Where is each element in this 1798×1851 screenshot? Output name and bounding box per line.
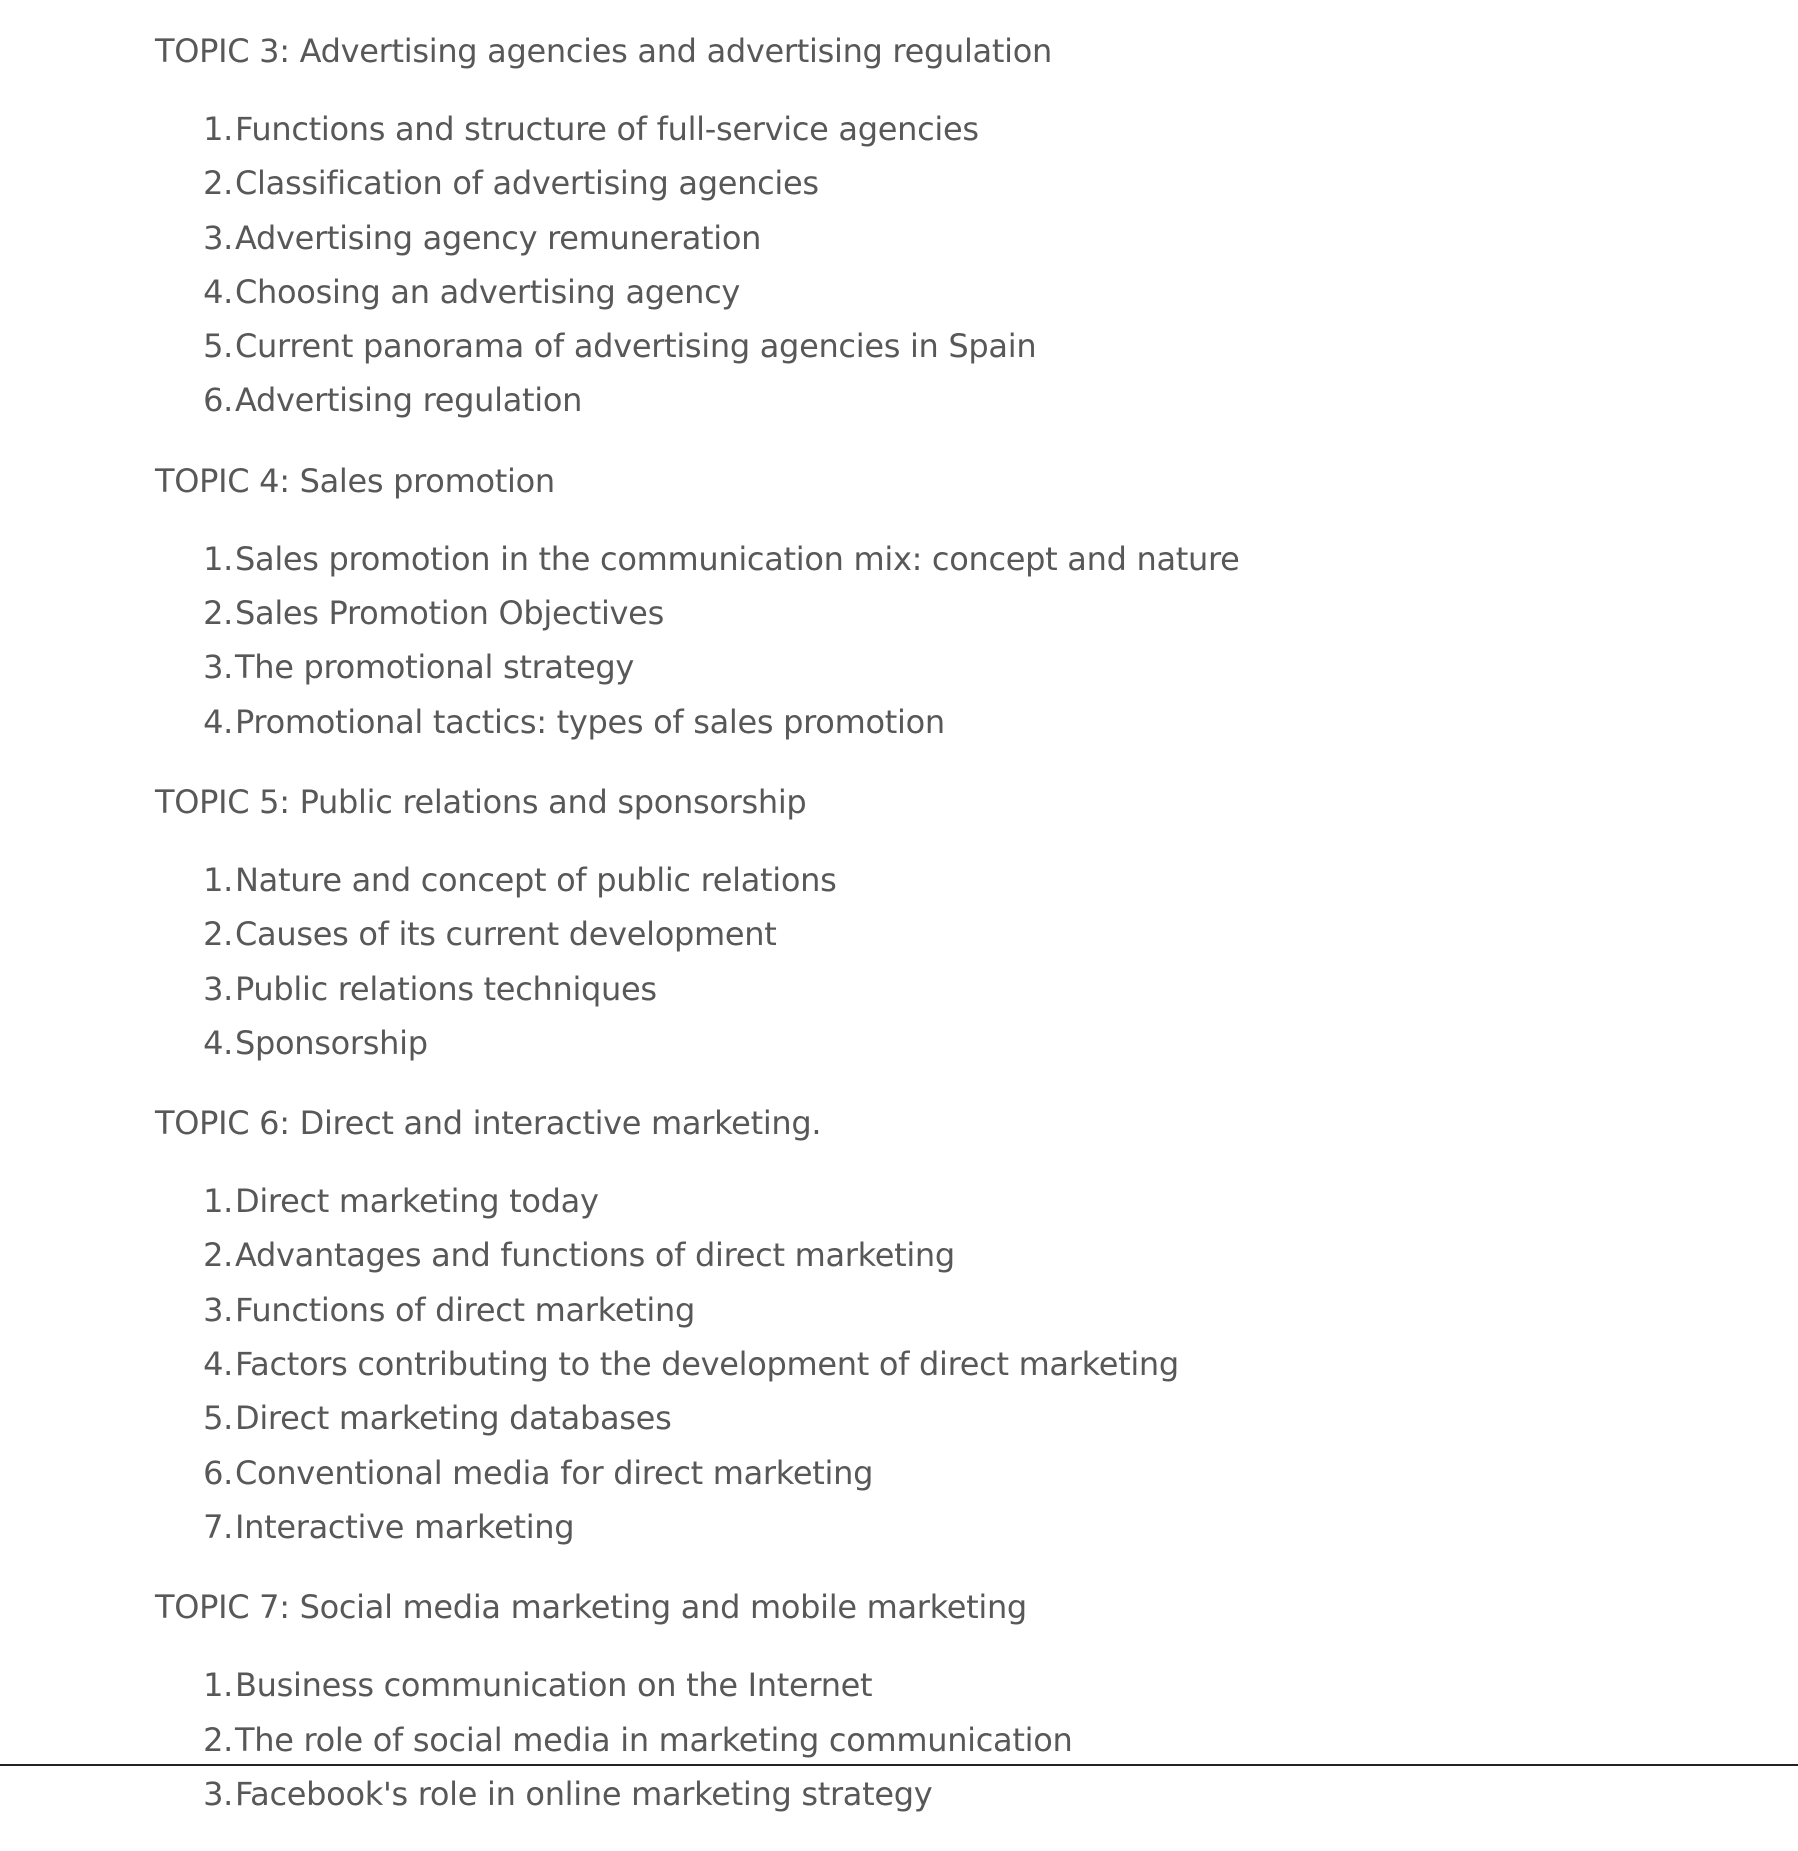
- topic-title: TOPIC 7: Social media marketing and mobile marketing: [155, 1588, 1027, 1627]
- item-number: 6.: [203, 1453, 233, 1492]
- item-text: Advertising agency remuneration: [235, 218, 762, 257]
- item-number: 4.: [203, 272, 233, 311]
- list-item: [155, 211, 1655, 265]
- item-text: Functions of direct marketing: [235, 1290, 695, 1329]
- list-item: [155, 1446, 1655, 1500]
- topic-title: TOPIC 4: Sales promotion: [155, 461, 555, 500]
- item-text: Conventional media for direct marketing: [235, 1453, 874, 1492]
- list-item: [155, 907, 1655, 961]
- item-text: Classification of advertising agencies: [235, 164, 819, 203]
- item-number: 1.: [203, 860, 233, 899]
- item-text: Public relations techniques: [235, 969, 657, 1008]
- item-text: The promotional strategy: [235, 648, 635, 687]
- topic-section-4: [155, 458, 1655, 749]
- item-number: 1.: [203, 1182, 233, 1221]
- item-text: Business communication on the Internet: [235, 1666, 873, 1705]
- topic-section-7: [155, 1584, 1655, 1821]
- item-text: Nature and concept of public relations: [235, 860, 837, 899]
- list-item: [155, 853, 1655, 907]
- list-item: [155, 1500, 1655, 1554]
- item-text: Sponsorship: [235, 1023, 428, 1062]
- item-number: 2.: [203, 164, 233, 203]
- list-item: [155, 1283, 1655, 1337]
- list-item: [155, 1174, 1655, 1228]
- item-number: 2.: [203, 1236, 233, 1275]
- list-item: [155, 156, 1655, 210]
- item-number: 2.: [203, 594, 233, 633]
- list-item: [155, 1391, 1655, 1445]
- topic-title: TOPIC 3: Advertising agencies and advertising regulation: [155, 32, 1052, 70]
- item-text: Current panorama of advertising agencies in Spain: [235, 327, 1037, 366]
- list-item: [155, 962, 1655, 1016]
- topic-section-3: [155, 28, 1655, 428]
- topic-item-list: [155, 853, 1655, 1070]
- list-item: [155, 265, 1655, 319]
- item-text: Facebook's role in online marketing strategy: [235, 1774, 933, 1813]
- topic-title: TOPIC 6: Direct and interactive marketing.: [155, 1104, 822, 1143]
- topic-section-6: [155, 1100, 1655, 1554]
- list-item: [155, 640, 1655, 694]
- item-number: 2.: [203, 915, 233, 954]
- item-number: 2.: [203, 1720, 233, 1759]
- item-text: Interactive marketing: [235, 1507, 575, 1546]
- item-number: 3.: [203, 1290, 233, 1329]
- item-text: Factors contributing to the development of direct marketing: [235, 1345, 1179, 1384]
- item-number: 3.: [203, 1774, 233, 1813]
- item-text: The role of social media in marketing communication: [235, 1720, 1073, 1759]
- item-number: 4.: [203, 1345, 233, 1384]
- item-number: 4.: [203, 702, 233, 741]
- item-number: 7.: [203, 1507, 233, 1546]
- list-item: [155, 1767, 1655, 1821]
- item-text: Choosing an advertising agency: [235, 272, 741, 311]
- list-item: [155, 1228, 1655, 1282]
- item-number: 1.: [203, 110, 233, 148]
- list-item: [155, 1658, 1655, 1712]
- topic-item-list: [155, 1174, 1655, 1554]
- item-text: Advantages and functions of direct marketing: [235, 1236, 955, 1275]
- item-number: 5.: [203, 1399, 233, 1438]
- item-text: Direct marketing today: [235, 1182, 599, 1221]
- list-item: [155, 695, 1655, 749]
- item-number: 3.: [203, 648, 233, 687]
- topic-item-list: [155, 102, 1655, 428]
- list-item: [155, 1337, 1655, 1391]
- item-text: Functions and structure of full-service agencies: [235, 110, 979, 148]
- topic-item-list: [155, 1658, 1655, 1821]
- item-number: 3.: [203, 218, 233, 257]
- document-body: [155, 28, 1655, 1851]
- list-item: [155, 102, 1655, 156]
- topic-title: TOPIC 5: Public relations and sponsorship: [155, 782, 807, 821]
- list-item: [155, 1016, 1655, 1070]
- item-text: Advertising regulation: [235, 381, 583, 420]
- list-item: [155, 319, 1655, 373]
- item-text: Causes of its current development: [235, 915, 777, 954]
- topic-section-5: [155, 779, 1655, 1070]
- list-item: [155, 373, 1655, 427]
- item-number: 5.: [203, 327, 233, 366]
- item-text: Sales promotion in the communication mix: concept and nature: [235, 539, 1240, 578]
- item-number: 3.: [203, 969, 233, 1008]
- item-number: 1.: [203, 1666, 233, 1705]
- item-text: Sales Promotion Objectives: [235, 594, 664, 633]
- list-item: [155, 1713, 1655, 1767]
- list-item: [155, 532, 1655, 586]
- item-number: 4.: [203, 1023, 233, 1062]
- list-item: [155, 586, 1655, 640]
- item-text: Direct marketing databases: [235, 1399, 672, 1438]
- item-number: 6.: [203, 381, 233, 420]
- item-number: 1.: [203, 539, 233, 578]
- item-text: Promotional tactics: types of sales promotion: [235, 702, 945, 741]
- topic-item-list: [155, 532, 1655, 749]
